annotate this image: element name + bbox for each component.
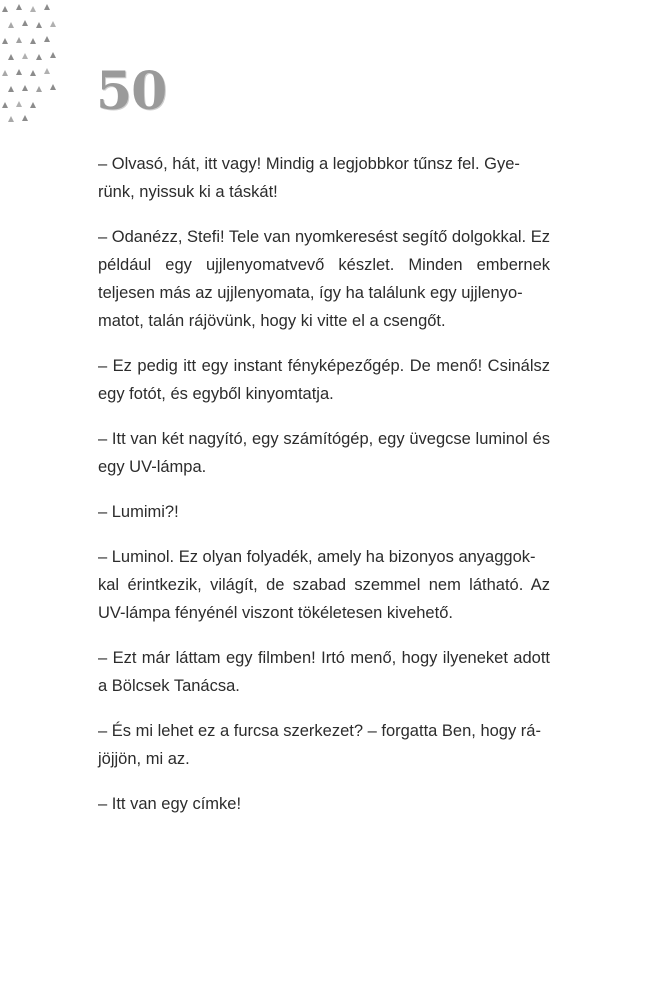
paragraph-8: – És mi lehet ez a furcsa szerkezet? – forgatta Ben, hogy rá- jöjjön, mi az. <box>98 722 541 768</box>
paragraph-7: – Ezt már láttam egy filmben! Irtó menő, hogy ilyeneket adott a Bölcsek Tanácsa. <box>98 649 550 695</box>
paragraph-2: – Odanézz, Stefi! Tele van nyomkeresést segítő dolgokkal. Ez például egy ujjlenyomatvevő készlet. Minden embernek teljesen más az ujjlenyomata, így ha találunk egy ujjlenyo- matot, talán rájövünk, hogy ki vitte el a csengőt. <box>98 228 550 330</box>
paragraph-6: – Luminol. Ez olyan folyadék, amely ha bizonyos anyaggok- kal érintkezik, világít, de szabad szemmel nem látható. Az UV-lámpa fényénél viszont tökéletesen kivehető. <box>98 548 550 622</box>
decorative-triangle-pattern <box>0 0 60 125</box>
page-number: 50 <box>96 61 167 122</box>
paragraph-3: – Ez pedig itt egy instant fényképezőgép. De menő! Csinálsz egy fotót, és egyből kinyomtatja. <box>98 357 550 403</box>
paragraph-4: – Itt van két nagyító, egy számítógép, egy üvegcse luminol és egy UV-lámpa. <box>98 430 550 476</box>
paragraph-9: – Itt van egy címke! <box>98 795 242 813</box>
paragraph-5: – Lumimi?! <box>98 503 179 521</box>
body-text <box>98 150 550 835</box>
paragraph-1: – Olvasó, hát, itt vagy! Mindig a legjobbkor tűnsz fel. Gye- rünk, nyissuk ki a táskát! <box>98 155 520 201</box>
